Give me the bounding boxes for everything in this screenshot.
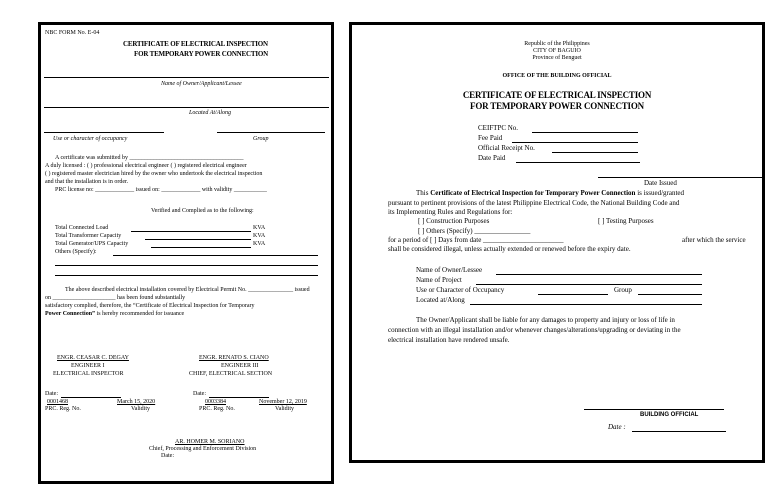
signatory-title: ENGINEER III	[221, 363, 259, 369]
prc-label: PRC. Reg. No.	[199, 406, 235, 412]
date-label: Date:	[161, 453, 174, 459]
signatory-name: ENGR. CEASAR C. DEGAY	[57, 355, 129, 361]
validity-label: Validity	[275, 406, 294, 412]
illegal-line: shall be considered illegal, unless actually extended or renewed before the expiry date.	[388, 245, 631, 253]
republic-header: Republic of the Philippines	[524, 41, 590, 47]
load-unit: KVA	[253, 225, 266, 231]
option-others: [ ] Others (Specify) ________________	[418, 227, 531, 235]
body-pre: This	[416, 189, 431, 197]
signature-line	[584, 409, 724, 410]
city-header: CITY OF BAGUIO	[533, 48, 581, 54]
para-line: PRC license no: _____________ issued on: _____________ with validity ___________	[55, 187, 267, 193]
office-header: OFFICE OF THE BUILDING OFFICIAL	[502, 73, 612, 79]
date-issued-line	[598, 177, 762, 178]
right-title-line1: CERTIFICATE OF ELECTRICAL INSPECTION	[462, 90, 652, 100]
date-line	[632, 431, 726, 432]
province-header: Province of Benguet	[532, 55, 582, 61]
signatory-title: Chief, Processing and Enforcement Division	[149, 446, 257, 452]
load-label: Total Connected Load	[55, 225, 109, 231]
form-number: NBC FORM No. E-04	[45, 30, 100, 36]
load-unit: KVA	[253, 233, 266, 239]
info-label: Name of Project	[416, 276, 462, 284]
info-label: Name of Owner/Lessee	[416, 266, 483, 274]
permit-line: on _____________________ has been found substantially	[45, 295, 186, 301]
signatory-title: ELECTRICAL INSPECTOR	[53, 371, 124, 377]
right-certificate-form	[349, 22, 765, 463]
field-label: Fee Paid	[478, 134, 503, 142]
validity-date: November 12, 2019	[259, 399, 307, 405]
left-certificate-form	[38, 22, 334, 484]
para-line: and that the installation is in order.	[45, 179, 129, 185]
field-label: Official Receipt No.	[478, 144, 535, 152]
fill-line	[145, 239, 251, 240]
field-line	[532, 132, 638, 133]
date-label: Date :	[608, 423, 626, 431]
body-line: its Implementing Rules and Regulations for:	[388, 208, 513, 216]
building-official-label: BUILDING OFFICIAL	[640, 412, 699, 418]
liability-line: connection with an illegal installation and/or whenever changes/alterations/upgrading or deviating in the	[388, 326, 681, 334]
validity-date: March 15, 2020	[117, 399, 156, 405]
signatory-name: ENGR. RENATO S. CIANO	[199, 355, 269, 361]
fill-line	[61, 397, 121, 398]
divider	[44, 77, 329, 78]
period-line: for a period of [ ] Days from date _______________________	[388, 236, 564, 244]
field-label: CEIFTPC No.	[478, 124, 519, 132]
body-post: is issued/granted	[635, 189, 685, 197]
signatory-title: CHIEF, ELECTRICAL SECTION	[189, 371, 273, 377]
divider	[44, 107, 329, 108]
period-tail: after which the service	[682, 236, 746, 244]
group-label: Group	[253, 136, 269, 142]
field-line	[552, 152, 638, 153]
fill-line	[131, 231, 251, 232]
info-label: Located at/Along	[416, 296, 465, 304]
fill-line	[55, 275, 318, 276]
located-label: Located At/Along	[189, 110, 232, 116]
load-label: Others (Specify):	[55, 249, 97, 255]
date-label: Date:	[45, 391, 58, 397]
info-line	[476, 284, 702, 285]
verified-heading: Verified and Complied as to the following:	[151, 208, 254, 214]
owner-label: Name of Owner/Applicant/Lessee	[161, 81, 242, 87]
fill-line	[151, 247, 251, 248]
signatory-name: AR. HOMER M. SORIANO	[175, 439, 245, 445]
option-testing: [ ] Testing Purposes	[598, 217, 654, 225]
option-construction: [ ] Construction Purposes	[418, 217, 490, 225]
signatory-title: ENGINEER I	[71, 363, 105, 369]
field-line	[512, 142, 638, 143]
para-line: A certificate was submitted by ______________________________________	[55, 155, 244, 161]
validity-label: Validity	[131, 406, 150, 412]
field-line	[516, 162, 640, 163]
liability-line: The Owner/Applicant shall be liable for any damages to property and injury or loss of life in	[416, 316, 675, 324]
permit-bold: Power Connection”	[45, 311, 96, 317]
info-line	[470, 304, 702, 305]
date-label: Date:	[193, 391, 206, 397]
fill-line	[55, 265, 318, 266]
info-line	[638, 294, 702, 295]
para-line: ( ) registered master electrician hired by the owner who undertook the electrical inspection	[45, 171, 263, 177]
para-line: A duly licensed : ( ) professional electrical engineer ( ) registered electrical engineer	[45, 163, 247, 169]
group-label: Group	[614, 286, 632, 294]
field-label: Date Paid	[478, 154, 506, 162]
body-bold: Certificate of Electrical Inspection for Temporary Power Connection	[430, 189, 636, 197]
date-issued-label: Date Issued	[644, 179, 677, 187]
load-unit: KVA	[253, 241, 266, 247]
load-label: Total Generator/UPS Capacity	[55, 241, 129, 247]
left-title-line2: FOR TEMPORARY POWER CONNECTION	[134, 50, 268, 58]
fill-line	[113, 255, 318, 256]
body-line: pursuant to pertinent provisions of the latest Philippine Electrical Code, the National Building Code and	[388, 199, 680, 207]
info-line	[496, 274, 702, 275]
permit-line: satisfactory complied, therefore, the “Certificate of Electrical Inspection for Temporary	[45, 303, 255, 309]
prc-number: 0003384	[205, 399, 226, 405]
right-title-line2: FOR TEMPORARY POWER CONNECTION	[470, 101, 644, 111]
liability-line: electrical installation have rendered unsafe.	[388, 336, 510, 344]
left-title-line1: CERTIFICATE OF ELECTRICAL INSPECTION	[123, 40, 268, 48]
prc-number: 0001468	[47, 399, 68, 405]
prc-label: PRC. Reg. No.	[45, 406, 81, 412]
info-line	[538, 294, 608, 295]
fill-line	[209, 397, 269, 398]
load-label: Total Transformer Capacity	[55, 233, 122, 239]
info-label: Use or Character of Occupancy	[416, 286, 505, 294]
use-label: Use or character of occupancy	[53, 136, 128, 142]
permit-rest: is hereby recommended for issuance	[95, 311, 185, 317]
divider	[217, 132, 325, 133]
permit-line: The above described electrical installation covered by Electrical Permit No. _______________ issued	[65, 287, 310, 293]
divider	[44, 132, 164, 133]
